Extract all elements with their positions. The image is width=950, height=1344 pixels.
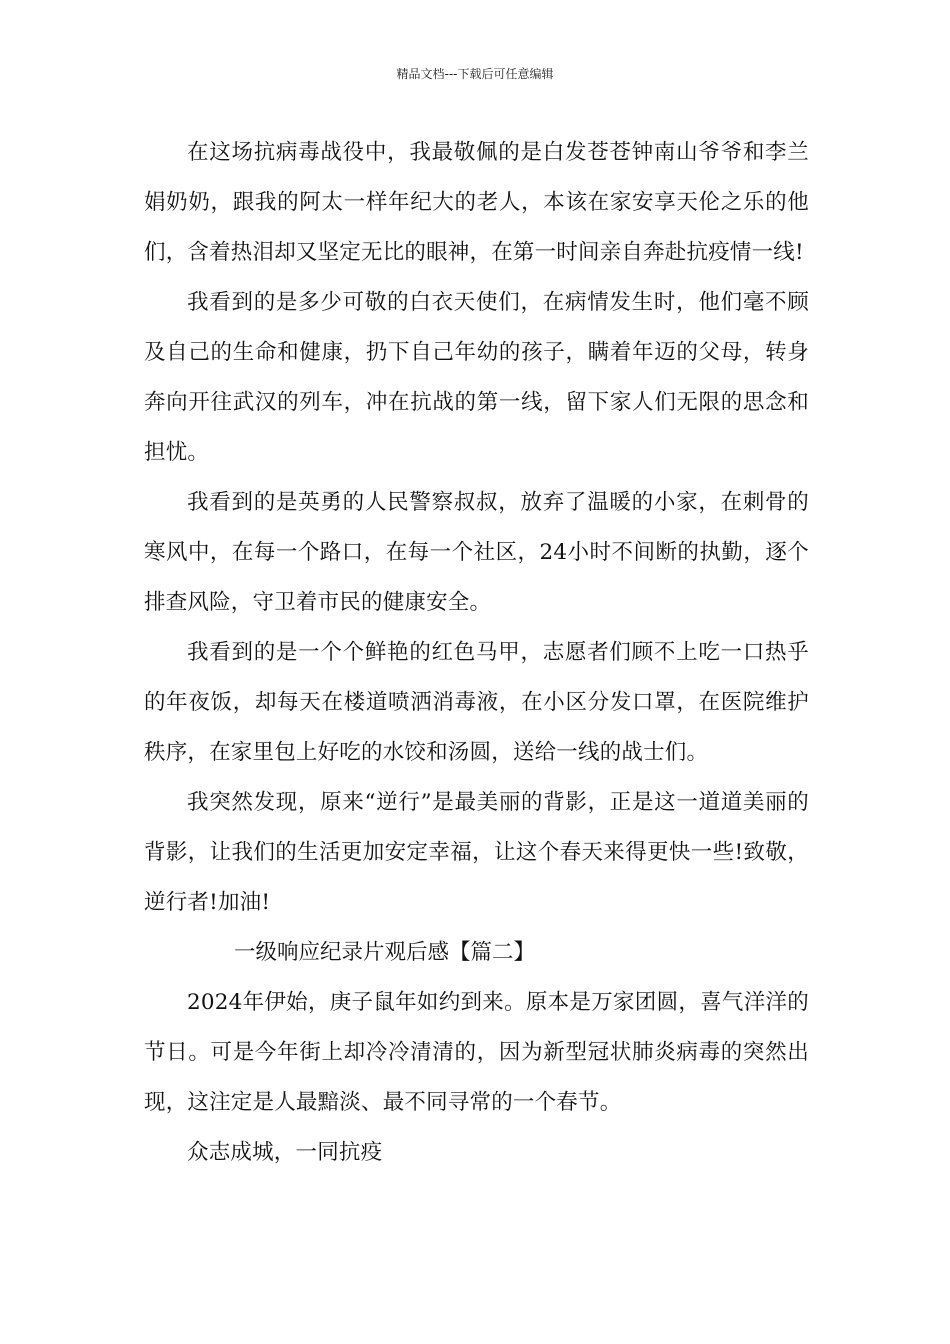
paragraph: 我突然发现，原来“逆行”是最美丽的背影，正是这一道道美丽的背影，让我们的生活更加安定幸福，让这个春天来得更快一些!致敬，逆行者!加油!	[144, 790, 809, 915]
paragraph: 我看到的是一个个鲜艳的红色马甲，志愿者们顾不上吃一口热乎的年夜饭，却每天在楼道喷洒消毒液，在小区分发口罩，在医院维护秩序，在家里包上好吃的水饺和汤圆，送给一线的战士们。	[144, 640, 809, 765]
paragraph: 众志成城，一同抗疫	[187, 1140, 383, 1165]
paragraph: 我看到的是英勇的人民警察叔叔，放弃了温暖的小家，在刺骨的寒风中，在每一个路口，在每一个社区，24小时不间断的执勤，逐个排查风险，守卫着市民的健康安全。	[144, 490, 809, 615]
paragraph: 2024年伊始，庚子鼠年如约到来。原本是万家团圆，喜气洋洋的节日。可是今年街上却冷冷清清的，因为新型冠状肺炎病毒的突然出现，这注定是人最黯淡、最不同寻常的一个春节。	[144, 990, 809, 1115]
section-title: 一级响应纪录片观后感【篇二】	[234, 940, 536, 965]
paragraph: 在这场抗病毒战役中，我最敬佩的是白发苍苍钟南山爷爷和李兰娟奶奶，跟我的阿太一样年纪大的老人，本该在家安享天伦之乐的他们，含着热泪却又坚定无比的眼神，在第一时间亲自奔赴抗疫情一线!	[144, 140, 809, 265]
paragraph: 我看到的是多少可敬的白衣天使们，在病情发生时，他们毫不顾及自己的生命和健康，扔下自己年幼的孩子，瞒着年迈的父母，转身奔向开往武汉的列车，冲在抗战的第一线，留下家人们无限的思念和担忧。	[144, 290, 809, 465]
page-header: 精品文档---下载后可任意编辑	[396, 67, 554, 81]
document-body	[144, 128, 809, 1178]
